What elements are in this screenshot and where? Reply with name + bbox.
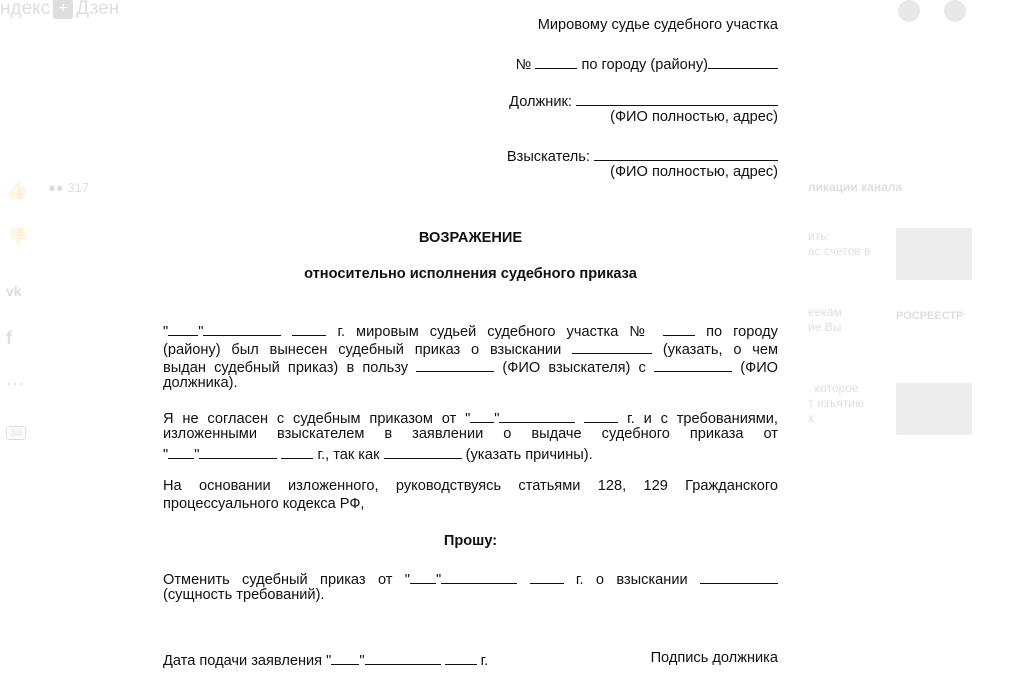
request-heading: Прошу: [443,533,498,549]
paragraph-disagree-line-3: " " г., так как (указать причины). [163,444,778,465]
side-snippet: х [808,411,814,425]
zen-plus-icon: + [53,0,73,19]
debtor-hint: (ФИО полностью, адрес) [610,109,778,125]
document-subtitle: относительно исполнения судебного приказа [304,266,637,282]
paragraph-ruling-line-2: (району) был вынесен судебный приказ о взыскании (указать, о чем [163,339,778,360]
document-title: ВОЗРАЖЕНИЕ [418,230,523,246]
paragraph-disagree-line-1: Я не согласен с судебным приказом от " " г. и с требованиями, [163,408,778,429]
side-snippet: ие Вы [808,320,842,334]
side-title: ликации канала [808,180,903,194]
dislike-icon: 👎 [6,227,29,247]
more-icon: ··· [6,373,24,393]
filing-date-line: Дата подачи заявления " " г. [163,650,488,669]
court-number-line: № по городу (району) [516,54,778,73]
side-snippet: ить: [808,229,830,243]
paragraph-disagree-line-2: изложенными взыскателем в заявлении о выдаче судебного приказа от [163,426,778,442]
comments-icon: 30 [6,426,26,440]
paragraph-request-line-2: (сущность требований). [163,587,325,603]
side-snippet: т изъятию [808,396,864,410]
zen-logo: ндекс + Дзен [0,0,120,19]
rosreestr-logo: РОСРЕЕСТР [896,310,964,322]
paragraph-ruling-line-1: " " г. мировым судьей судебного участка № по городу [163,321,778,342]
likes-count: ●● 317 [48,180,90,195]
paragraph-request-line-1: Отменить судебный приказ от " " г. о взыскании [163,569,778,590]
side-snippet: , которое [808,381,859,395]
addressee-line: Мировому судье судебного участка [537,17,778,33]
vk-icon: vk [6,283,22,299]
paragraph-basis-line-2: процессуального кодекса РФ, [163,496,365,512]
claimant-line: Взыскатель: [507,146,778,165]
facebook-icon: f [6,328,12,348]
like-icon: 👍 [6,180,29,200]
paragraph-ruling-line-3: выдан судебный приказ) в пользу (ФИО взыскателя) с (ФИО [163,357,778,378]
side-snippet: еекам [808,305,842,319]
paragraph-ruling-line-4: должника). [163,375,238,391]
debtor-line: Должник: [509,91,778,110]
side-snippet: ас счетов в [808,244,871,258]
paragraph-basis-line-1: На основании изложенного, руководствуясь статьями 128, 129 Гражданского [163,478,778,494]
claimant-hint: (ФИО полностью, адрес) [610,164,778,180]
debtor-signature-label: Подпись должника [650,650,778,666]
